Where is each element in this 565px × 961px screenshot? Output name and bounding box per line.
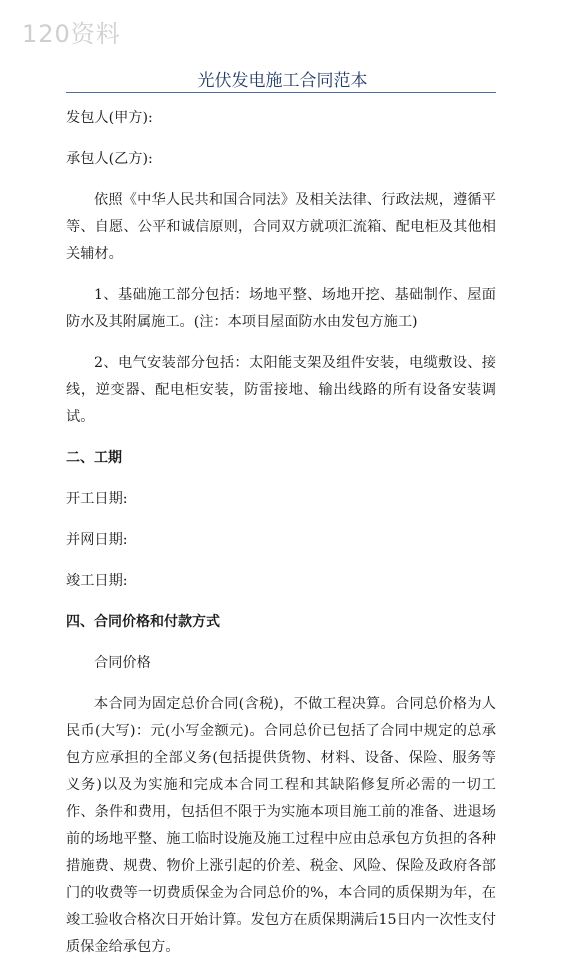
party-a-line: 发包人(甲方): xyxy=(66,110,153,126)
item-1-paragraph: 1、基础施工部分包括：场地平整、场地开挖、基础制作、屋面防水及其附属施工。(注：本项目屋面防水由发包方施工) xyxy=(66,287,496,330)
intro-paragraph: 依照《中华人民共和国合同法》及相关法律、行政法规，遵循平等、自愿、公平和诚信原则，合同双方就项汇流箱、配电柜及其他相关辅材。 xyxy=(66,192,496,262)
start-date-line: 开工日期: xyxy=(66,491,128,507)
section-2-heading: 二、工期 xyxy=(66,450,122,466)
title-divider xyxy=(66,92,496,93)
watermark-logo: 120资料 xyxy=(22,20,121,48)
document-body xyxy=(66,98,496,961)
finish-date-line: 竣工日期: xyxy=(66,573,128,589)
document-title: 光伏发电施工合同范本 xyxy=(197,71,368,91)
contract-price-paragraph: 本合同为固定总价合同(含税)，不做工程决算。合同总价格为人民币(大写)：元(小写金额元)。合同总价已包括了合同中规定的总承包方应承担的全部义务(包括提供货物、材料、设备、保险、服务等义务)以及为实施和完成本合同工程和其缺陷修复所必需的一切工作、条件和费用，包括但不限于为实施本项目施工前的准备、进退场前的场地平整、施工临时设施及施工过程中应由总承包方负担的各种措施费、规费、物价上涨引起的价差、税金、风险、保险及政府各部门的收费等一切费质保金为合同总价的%，本合同的质保期为年，在竣工验收合格次日开始计算。发包方在质保期满后15日内一次性支付质保金给承包方。 xyxy=(66,696,496,955)
contract-price-subheading: 合同价格 xyxy=(94,655,151,671)
grid-date-line: 并网日期: xyxy=(66,532,128,548)
item-2-paragraph: 2、电气安装部分包括：太阳能支架及组件安装，电缆敷设、接线，逆变器、配电柜安装，防雷接地、输出线路的所有设备安装调试。 xyxy=(66,355,496,425)
section-4-heading: 四、合同价格和付款方式 xyxy=(66,614,220,630)
party-b-line: 承包人(乙方): xyxy=(66,151,153,167)
